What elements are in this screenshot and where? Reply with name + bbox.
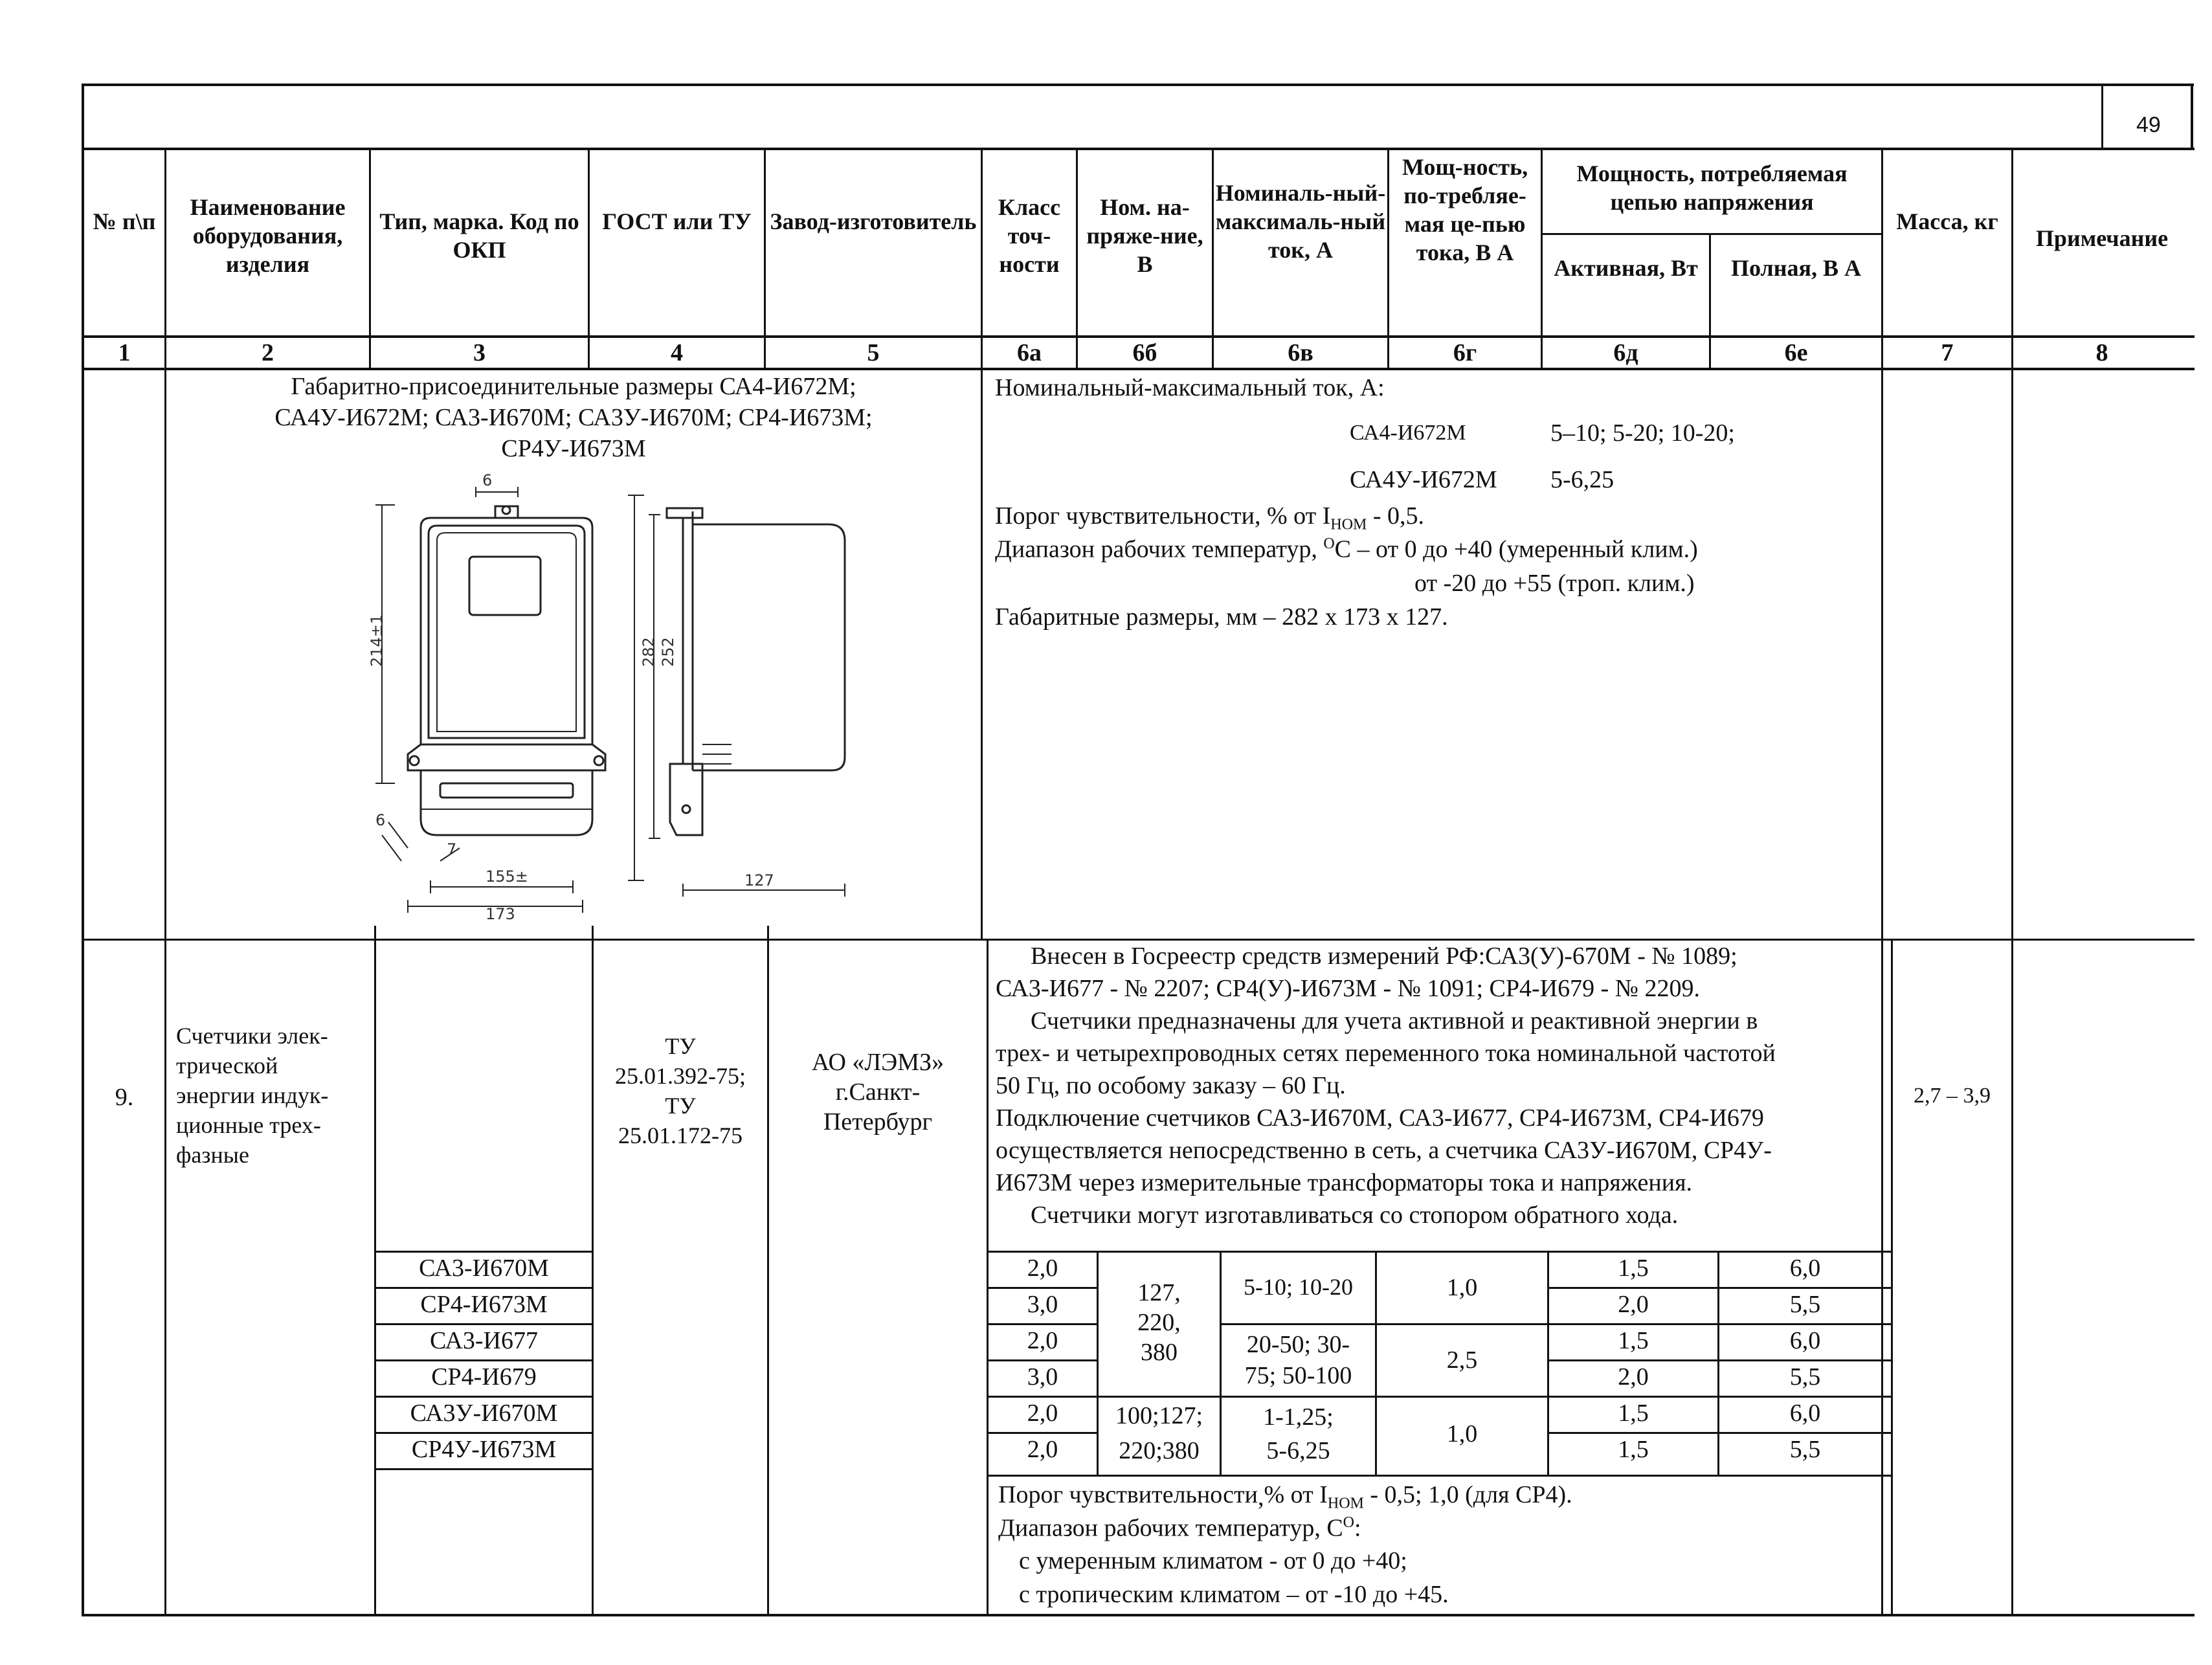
colnum-3: 3 (473, 339, 486, 366)
footer-sensitivity: Порог чувствительности,% от $I_{НОМ} - 0,5$; 1,0 (для СР4). (998, 1481, 1572, 1512)
footer-temp-a: Диапазон рабочих температур, С (998, 1514, 1343, 1542)
voltage-line: 100;127; (1115, 1402, 1203, 1429)
dim-6: 6 (482, 471, 493, 489)
header-current: Номиналь-ный-максималь-ный ток, А (1215, 180, 1386, 263)
colnum-8: 8 (2095, 339, 2108, 366)
accuracy-cell: 2,0 (1027, 1400, 1058, 1427)
drawing-title-line3: СР4У-И673М (501, 435, 646, 462)
current-value-2: 5-6,25 (1550, 466, 1614, 493)
tu-line4: 25.01.172-75 (618, 1123, 743, 1148)
colnum-6a: 6а (1017, 339, 1042, 366)
meter-outline-drawing (350, 460, 867, 939)
footer-sens-a: Порог чувствительности (998, 1481, 1258, 1508)
active-power-cell: 1,5 (1618, 1436, 1649, 1463)
overall-dimensions: Габаритные размеры, мм – 282 х 173 х 127. (995, 603, 1448, 631)
sensitivity-line (995, 504, 1424, 533)
tu-line3: ТУ (665, 1093, 696, 1119)
sensitivity-text: Порог чувствительности, % от I (995, 502, 1331, 530)
header-maker: Завод-изготовитель (770, 208, 977, 234)
colnum-6e: 6е (1784, 339, 1808, 366)
dim-6b: 6 (375, 811, 386, 829)
desc-line4: трех- и четырехпроводных сетях переменного тока номинальной частотой (996, 1040, 1776, 1067)
desc-line8: И673М через измерительные трансформаторы тока и напряжения. (996, 1169, 1693, 1196)
maker-line3: Петербург (823, 1108, 933, 1135)
current-cell: 5-10; 10-20 (1244, 1274, 1353, 1300)
dim-252: 252 (659, 637, 677, 667)
current-line: 20-50; 30- (1246, 1331, 1350, 1358)
desc-line2: СА3-И677 - № 2207; СР4(У)-И673М - № 1091; СР4-И679 - № 2209. (996, 975, 1700, 1002)
active-power-cell: 2,0 (1618, 1291, 1649, 1318)
type-item: СА3-И677 (430, 1327, 538, 1354)
temp-range-line2: от -20 до +55 (троп. клим.) (1414, 570, 1695, 597)
drawing-title-line2: СА4У-И672М; СА3-И670М; СА3У-И670М; СР4-И673М; (274, 404, 873, 431)
current-value-1: 5–10; 5-20; 10-20; (1550, 419, 1735, 447)
sensitivity-tail: - 0,5. (1367, 502, 1425, 530)
maker-line1: АО «ЛЭМЗ» (811, 1049, 944, 1076)
voltage-line: 220;380 (1119, 1437, 1200, 1464)
full-power-cell: 5,5 (1789, 1363, 1821, 1391)
footer-temp-range (998, 1515, 1361, 1541)
current-power-cell: 1,0 (1446, 1274, 1478, 1301)
footer-sens-sub: НОМ (1327, 1495, 1364, 1512)
type-item: СР4-И673М (420, 1291, 548, 1318)
full-power-cell: 6,0 (1789, 1255, 1821, 1282)
accuracy-cell: 3,0 (1027, 1291, 1058, 1318)
item-name-line1: Счетчики элек- (176, 1023, 328, 1049)
full-power-cell: 6,0 (1789, 1327, 1821, 1354)
voltage-line: 380 (1141, 1339, 1178, 1366)
sensitivity-sub: НОМ (1330, 516, 1367, 533)
accuracy-cell: 2,0 (1027, 1255, 1058, 1282)
current-type-1: СА4-И672М (1350, 421, 1466, 445)
colnum-7: 7 (1941, 339, 1954, 366)
current-line: 1-1,25; (1263, 1403, 1334, 1431)
dim-127: 127 (744, 871, 774, 889)
colnum-2: 2 (262, 339, 274, 366)
type-item: СР4У-И673М (411, 1436, 557, 1463)
temp-sup: O (1323, 535, 1335, 552)
maker-line2: г.Санкт- (835, 1078, 921, 1106)
header-voltage-power: Мощность, потребляемая цепью напряжения (1576, 161, 1848, 215)
header-number: № п\п (93, 208, 156, 234)
colnum-6d: 6д (1613, 339, 1638, 366)
type-item: СА3У-И670М (410, 1400, 558, 1427)
full-power-cell: 5,5 (1789, 1436, 1821, 1463)
header-mass: Масса, кг (1896, 208, 1998, 234)
colnum-6v: 6в (1288, 339, 1313, 366)
dim-214: 214±1 (368, 614, 386, 667)
item-name-line4: ционные трех- (176, 1112, 321, 1138)
dim-155: 155± (486, 867, 528, 886)
current-line: 75; 50-100 (1244, 1362, 1352, 1389)
desc-line1: Внесен в Госреестр средств измерений РФ:СА3(У)-670М - № 1089; (1031, 943, 1737, 970)
header-accuracy: Класс точ-ности (998, 194, 1061, 277)
header-name: Наименование оборудования, изделия (190, 194, 346, 277)
voltage-line: 220, (1137, 1309, 1181, 1336)
colnum-5: 5 (867, 339, 880, 366)
accuracy-cell: 2,0 (1027, 1436, 1058, 1463)
current-power-cell: 2,5 (1446, 1347, 1478, 1374)
footer-temp-b: : (1354, 1514, 1361, 1542)
voltage-line: 127, (1137, 1279, 1181, 1306)
active-power-cell: 1,5 (1618, 1255, 1649, 1282)
header-current-power: Мощ-ность, по-требляе-мая це-пью тока, В А (1402, 154, 1528, 265)
footer-temp-tropic: с тропическим климатом – от -10 до +45. (1019, 1581, 1449, 1608)
drawing-title-line1: Габаритно-присоединительные размеры СА4-И672М; (291, 373, 856, 400)
full-power-cell: 6,0 (1789, 1400, 1821, 1427)
temp-text-a: Диапазон рабочих температур, (995, 535, 1324, 563)
full-power-cell: 5,5 (1789, 1291, 1821, 1318)
desc-line3: Счетчики предназначены для учета активной и реактивной энергии в (1031, 1007, 1758, 1034)
active-power-cell: 2,0 (1618, 1363, 1649, 1391)
desc-line7: осуществляется непосредственно в сеть, а счетчика СА3У-И670М, СР4У- (996, 1137, 1772, 1164)
item-name-line2: трической (176, 1053, 278, 1078)
active-power-cell: 1,5 (1618, 1327, 1649, 1354)
colnum-6g: 6г (1453, 339, 1477, 366)
type-item: СА3-И670М (419, 1255, 549, 1282)
header-note: Примечание (2035, 225, 2169, 251)
item-number: 9. (115, 1084, 134, 1111)
desc-line5: 50 Гц, по особому заказу – 60 Гц. (996, 1072, 1346, 1099)
header-voltage: Ном. на-пряже-ние, В (1086, 194, 1203, 277)
current-type-2: СА4У-И672М (1350, 466, 1497, 493)
dim-282: 282 (640, 637, 658, 667)
colnum-4: 4 (671, 339, 683, 366)
dim-173: 173 (486, 905, 515, 923)
footer-sens-c: - 0,5; 1,0 (для СР4). (1363, 1481, 1572, 1508)
desc-line6: Подключение счетчиков СА3-И670М, СА3-И677, СР4-И673М, СР4-И679 (996, 1104, 1764, 1132)
temp-range-line1 (995, 536, 1698, 562)
item-name-line5: фазные (176, 1142, 249, 1168)
header-gost: ГОСТ или ТУ (602, 208, 752, 234)
footer-temp-sup: O (1343, 1514, 1355, 1531)
type-item: СР4-И679 (431, 1363, 537, 1391)
footer-temp-mild: с умеренным климатом - от 0 до +40; (1019, 1547, 1407, 1574)
colnum-6b: 6б (1132, 339, 1157, 366)
tu-line1: ТУ (665, 1033, 696, 1059)
header-type: Тип, марка. Код по ОКП (379, 208, 579, 263)
item-mass: 2,7 – 3,9 (1914, 1084, 1991, 1108)
dim-7: 7 (447, 840, 457, 858)
footer-sens-b: % от I (1264, 1481, 1328, 1508)
temp-text-b: С – от 0 до +40 (умеренный клим.) (1334, 535, 1698, 563)
tu-line2: 25.01.392-75; (615, 1063, 746, 1089)
header-active: Активная, Вт (1554, 255, 1698, 281)
header-full: Полная, В А (1731, 255, 1861, 281)
current-power-cell: 1,0 (1446, 1420, 1478, 1447)
accuracy-cell: 3,0 (1027, 1363, 1058, 1391)
current-line: 5-6,25 (1266, 1437, 1330, 1464)
active-power-cell: 1,5 (1618, 1400, 1649, 1427)
desc-line9: Счетчики могут изготавливаться со стопором обратного хода. (1031, 1201, 1679, 1229)
page-number: 49 (2136, 113, 2161, 137)
item-name-line3: энергии индук- (176, 1082, 329, 1108)
colnum-1: 1 (118, 339, 131, 366)
current-heading: Номинальный-максимальный ток, А: (995, 374, 1385, 401)
accuracy-cell: 2,0 (1027, 1327, 1058, 1354)
